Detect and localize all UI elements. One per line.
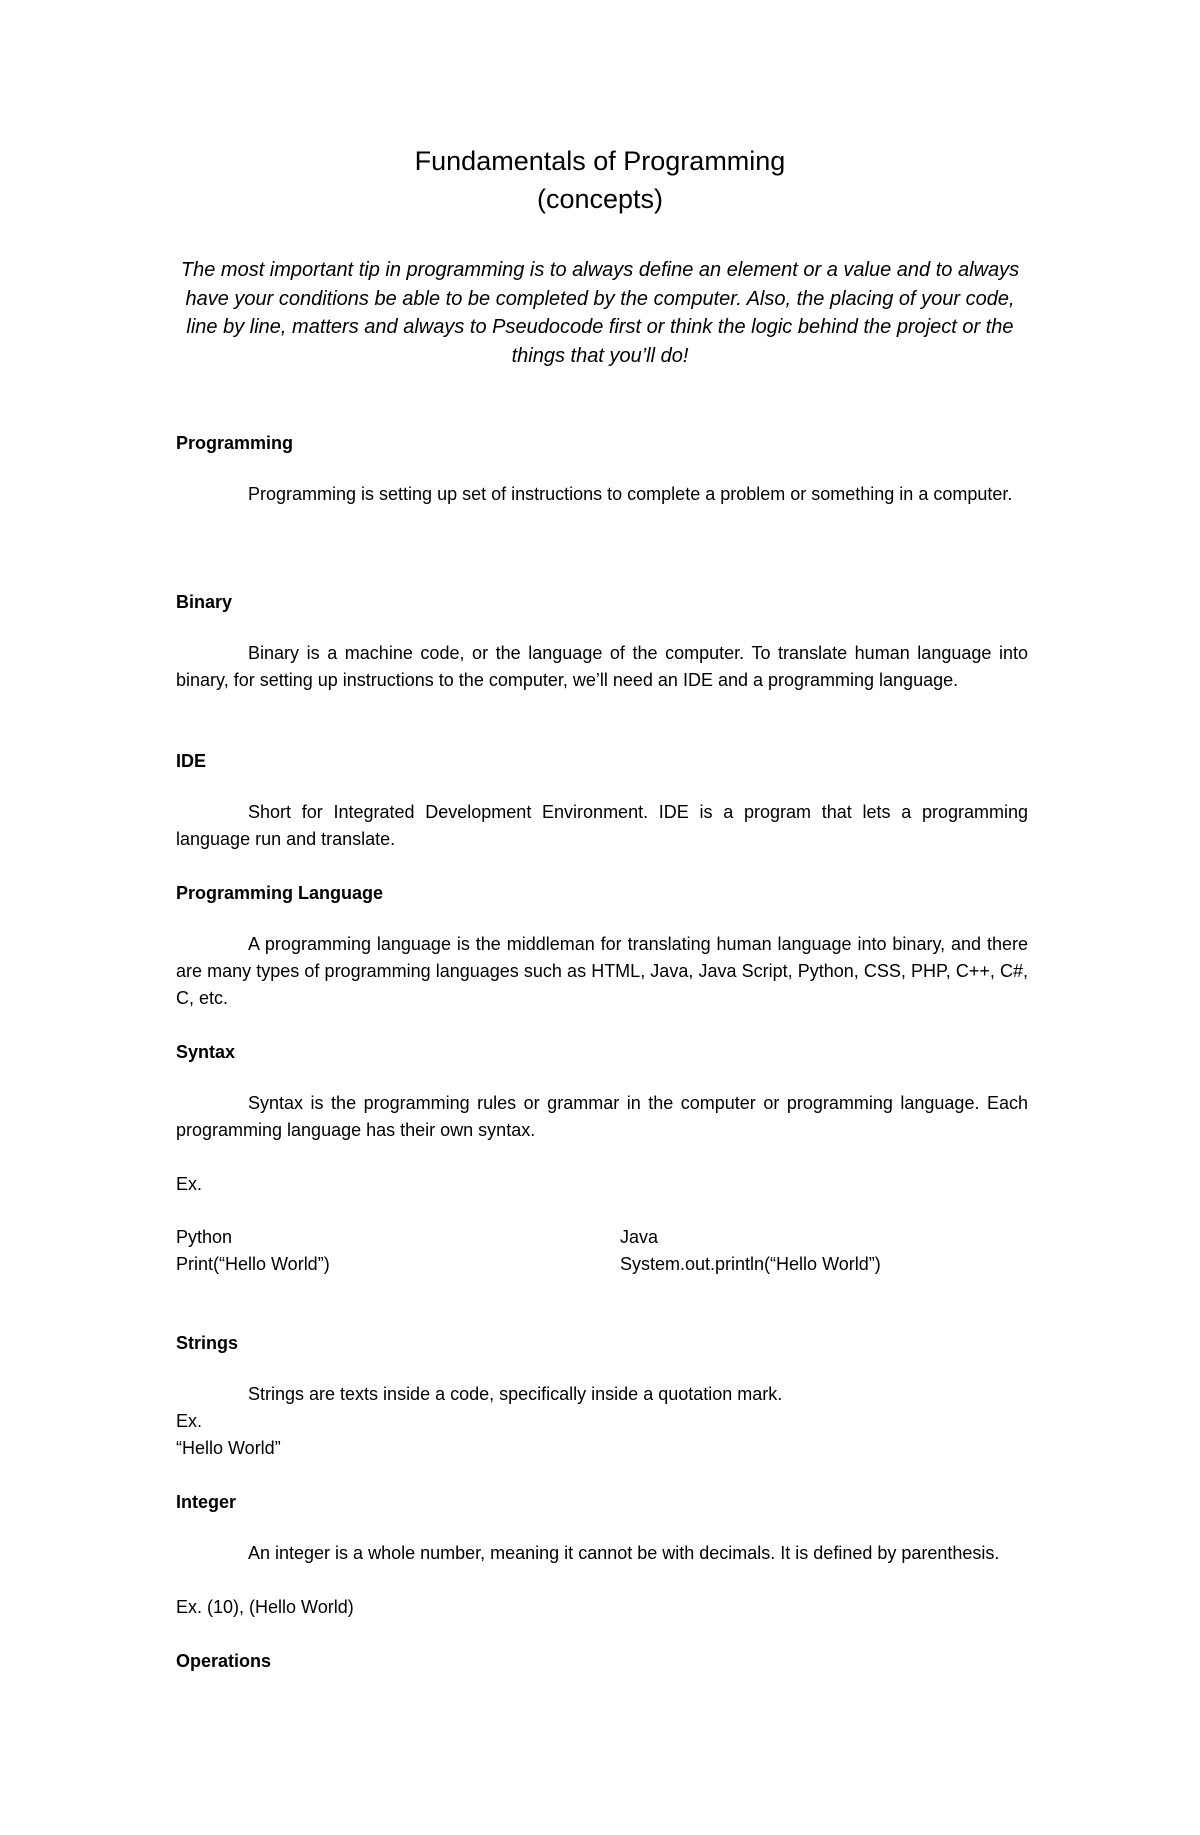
paragraph-ide: Short for Integrated Development Environment. IDE is a program that lets a programming language run and translate. (176, 802, 1028, 849)
paragraph-syntax: Syntax is the programming rules or grammar in the computer or programming language. Each programming language has their own syntax. (176, 1093, 1028, 1140)
heading-binary: Binary (176, 592, 233, 612)
heading-programming-language: Programming Language (176, 883, 384, 903)
strings-example: “Hello World” (176, 1438, 281, 1458)
paragraph-programming: Programming is setting up set of instructions to complete a problem or something in a computer. (248, 484, 1013, 504)
title-line-1: Fundamentals of Programming (414, 146, 786, 176)
python-code: Print(“Hello World”) (176, 1254, 330, 1274)
integer-example: Ex. (10), (Hello World) (176, 1597, 354, 1617)
paragraph-integer: An integer is a whole number, meaning it cannot be with decimals. It is defined by parenthesis. (248, 1543, 1000, 1563)
paragraph-programming-language: A programming language is the middleman for translating human language into binary, and there are many types of programming languages such as HTML, Java, Java Script, Python, CSS, PHP, C++, C#, C, etc. (176, 934, 1028, 1008)
paragraph-binary: Binary is a machine code, or the language of the computer. To translate human language into binary, for setting up instructions to the computer, we’ll need an IDE and a programming language. (176, 643, 1028, 690)
heading-ide: IDE (176, 751, 207, 771)
java-label: Java (620, 1227, 659, 1247)
title-line-2: (concepts) (536, 184, 664, 214)
java-code: System.out.println(“Hello World”) (620, 1254, 881, 1274)
heading-integer: Integer (176, 1492, 237, 1512)
heading-programming: Programming (176, 433, 294, 453)
syntax-ex-label: Ex. (176, 1174, 203, 1194)
strings-ex-label: Ex. (176, 1411, 203, 1431)
heading-strings: Strings (176, 1333, 239, 1353)
programming-tip: The most important tip in programming is to always define an element or a value and to always have your conditions be able to be completed by the computer. Also, the placing of your code, line by line, matters and always to Pseudocode first or think the logic behind the project or the things that you’ll do! (180, 259, 1020, 367)
syntax-example-java (620, 1224, 881, 1278)
document-title (0, 142, 1200, 218)
heading-syntax: Syntax (176, 1042, 236, 1062)
syntax-example-python (176, 1224, 330, 1278)
python-label: Python (176, 1227, 233, 1247)
paragraph-strings: Strings are texts inside a code, specifically inside a quotation mark. (248, 1384, 783, 1404)
heading-operations: Operations (176, 1651, 272, 1671)
